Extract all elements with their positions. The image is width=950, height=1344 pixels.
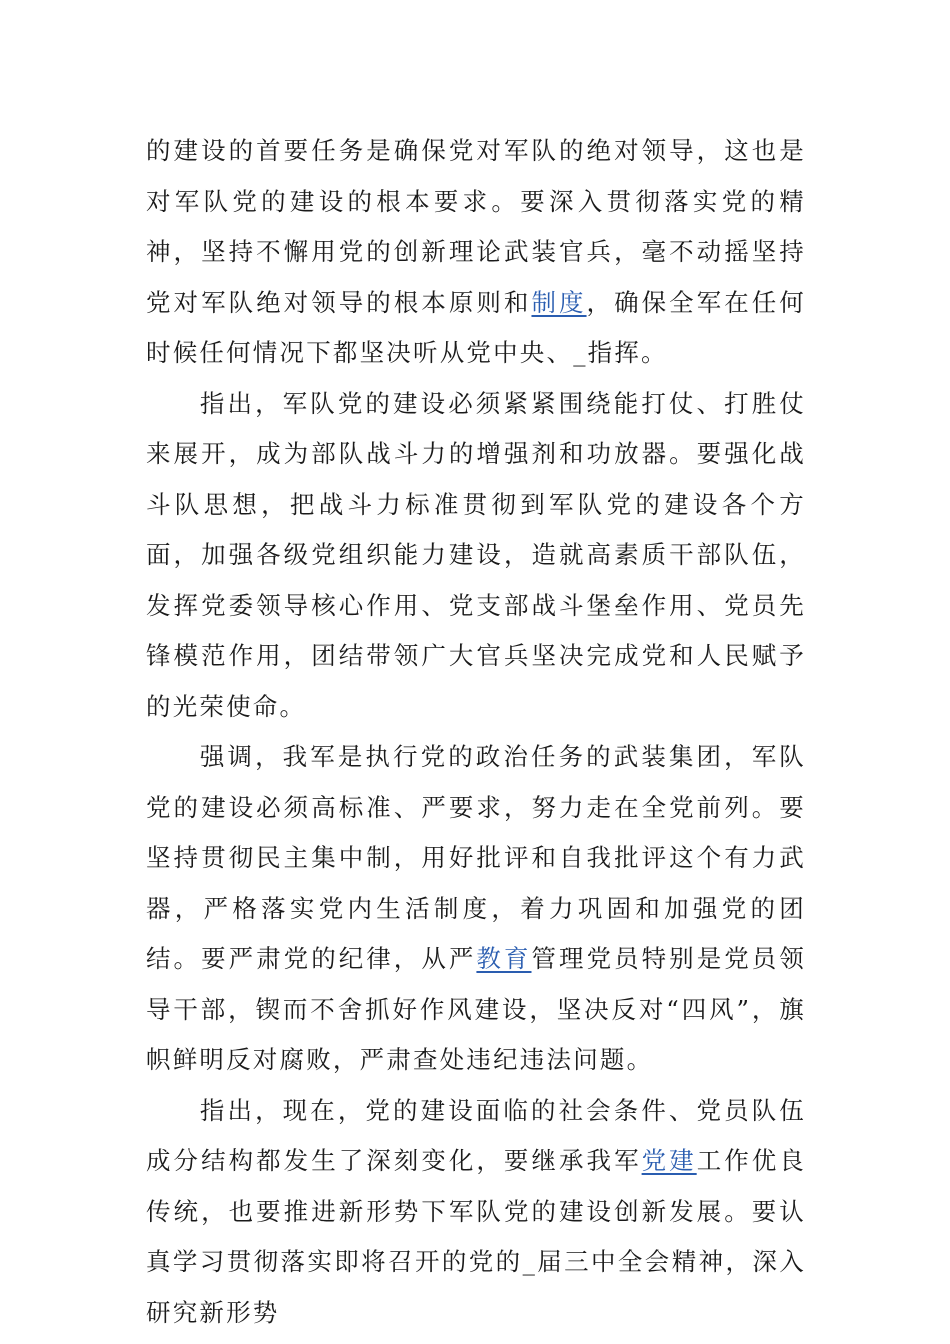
paragraph-3: [146, 732, 806, 1086]
link-dangjian[interactable]: 党建: [641, 1146, 697, 1175]
paragraph-1: [146, 126, 806, 379]
paragraph-3-text-a: 强调，我军是执行党的政治任务的武装集团，军队党的建设必须高标准、严要求，努力走在全党前列。要坚持贯彻民主集中制，用好批评和自我批评这个有力武器，严格落实党内生活制度，着力巩固和加强党的团结。要严肃党的纪律，从严: [146, 742, 806, 973]
paragraph-2-text: 指出，军队党的建设必须紧紧围绕能打仗、打胜仗来展开，成为部队战斗力的增强剂和功放器。要强化战斗队思想，把战斗力标准贯彻到军队党的建设各个方面，加强各级党组织能力建设，造就高素质干部队伍，发挥党委领导核心作用、党支部战斗堡垒作用、党员先锋模范作用，团结带领广大官兵坚决完成党和人民赋予的光荣使命。: [146, 388, 806, 721]
paragraph-4-text-a: 指出，现在，党的建设面临的社会条件、党员队伍成分结构都发生了深刻变化，要继承我军: [146, 1095, 806, 1175]
paragraph-4: [146, 1086, 806, 1339]
link-zhidu[interactable]: 制度: [531, 287, 587, 317]
paragraph-4-text-b: 工作优良传统，也要推进新形势下军队党的建设创新发展。要认真学习贯彻落实即将召开的党的_届三中全会精神，深入研究新形势: [146, 1146, 806, 1327]
paragraph-3-text-b: 管理党员特别是党员领导干部，锲而不舍抓好作风建设，坚决反对“四风”，旗帜鲜明反对腐败，严肃查处违纪违法问题。: [146, 944, 807, 1074]
paragraph-1-text-a: 的建设的首要任务是确保党对军队的绝对领导，这也是对军队党的建设的根本要求。要深入贯彻落实党的精神，坚持不懈用党的创新理论武装官兵，毫不动摇坚持党对军队绝对领导的根本原则和: [146, 136, 806, 317]
link-jiaoyu[interactable]: 教育: [476, 944, 532, 973]
paragraph-2: [146, 379, 806, 733]
paragraph-1-text-b: ，确保全军在任何时候任何情况下都坚决听从党中央、_指挥。: [146, 287, 806, 367]
document-body: [146, 126, 806, 1338]
